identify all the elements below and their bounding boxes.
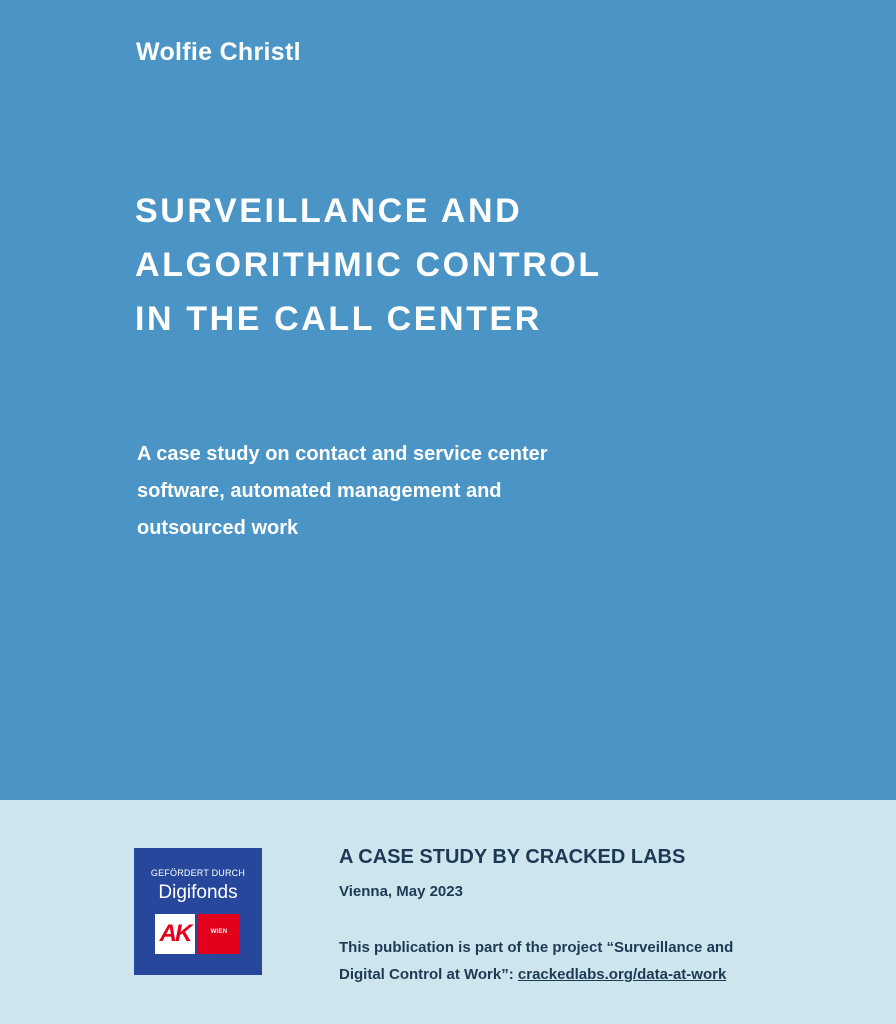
subtitle-line: A case study on contact and service center: [137, 443, 548, 465]
title-line: IN THE CALL CENTER: [135, 300, 542, 338]
title-line: SURVEILLANCE AND: [135, 192, 523, 230]
title-line: ALGORITHMIC CONTROL: [135, 246, 602, 284]
logo-funded-by: GEFÖRDERT DURCH: [150, 868, 246, 878]
digifonds-logo: [134, 848, 262, 975]
project-note-line1: This publication is part of the project “Surveillance and: [339, 939, 734, 956]
subtitle-line: software, automated management and: [137, 480, 502, 502]
wien-logo-text: WIEN: [210, 929, 228, 935]
report-title: [135, 184, 835, 346]
author-name: Wolfie Christl: [136, 38, 301, 66]
project-note: [339, 934, 859, 988]
case-study-heading: A CASE STUDY BY CRACKED LABS: [339, 846, 686, 868]
logo-digifonds: Digifonds: [158, 882, 238, 903]
report-subtitle: [137, 436, 757, 547]
project-note-line2: [339, 961, 859, 988]
ak-logo-icon: [155, 914, 195, 954]
wien-logo-icon: [198, 914, 240, 954]
project-link[interactable]: crackedlabs.org/data-at-work: [517, 966, 727, 983]
place-date: Vienna, May 2023: [339, 883, 463, 900]
subtitle-line: outsourced work: [137, 517, 299, 539]
ak-logo-text: AK: [159, 920, 191, 947]
project-note-prefix: Digital Control at Work”:: [339, 966, 518, 983]
